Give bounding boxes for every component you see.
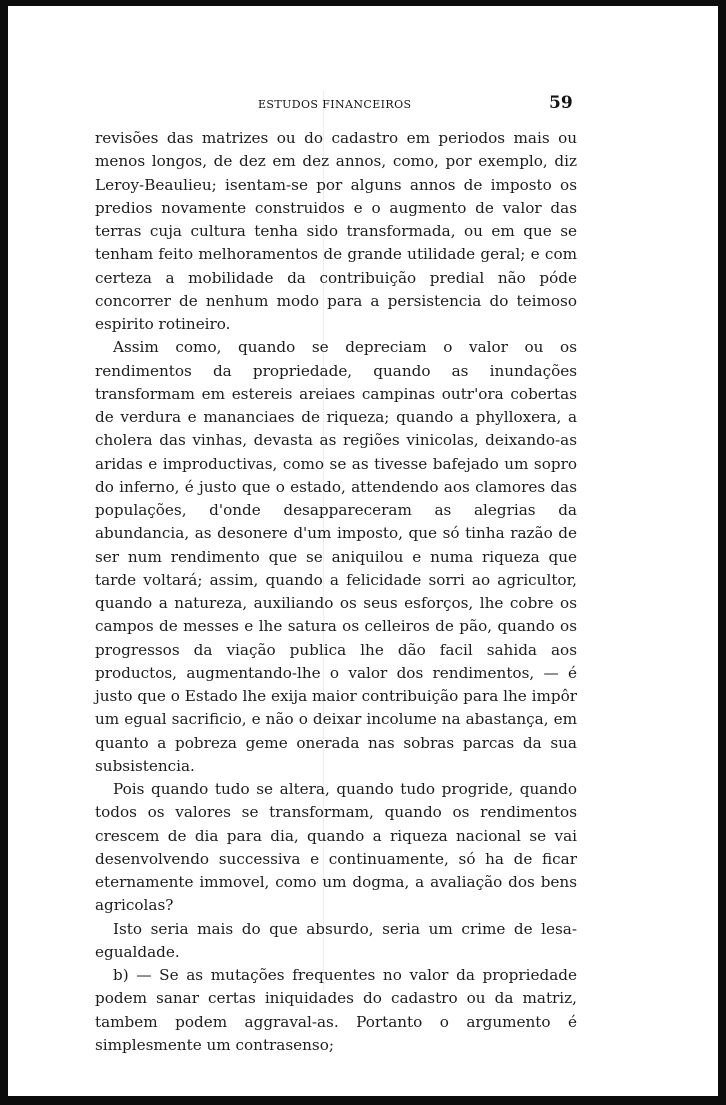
- paragraph-point-b: b) — Se as mutações frequentes no valor da propriedade podem sanar certas iniquidades do cadastro ou da matriz, tambem podem aggraval-as. Portanto o argumento é simplesmente um contrasenso;: [95, 966, 577, 1054]
- paragraph-continuation: revisões das matrizes ou do cadastro em periodos mais ou menos longos, de dez em dez annos, como, por exemplo, diz Leroy-Beaulieu; isentam-se por alguns annos de imposto os predios novamente construidos e o augmento de valor das terras cuja cultura tenha sido transformada, ou em que se tenham feito melhoramentos de grande utilidade geral; e com certeza a mobilidade da contribuição predial não póde concorrer de nenhum modo para a persistencia do teimoso espirito rotineiro.: [95, 129, 577, 333]
- page-header: [8, 94, 718, 118]
- paragraph-depreciation: Assim como, quando se depreciam o valor ou os rendimentos da propriedade, quando as inundações transformam em estereis areiaes campinas outr'ora cobertas de verdura e mananciaes de riqueza; quando a phylloxera, a cholera das vinhas, devasta as regiões vinicolas, deixando-as aridas e improductivas, como se as tivesse bafejado um sopro do inferno, é justo que o estado, attendendo aos clamores das populações, d'onde desappareceram as alegrias da abundancia, as desonere d'um imposto, que só tinha razão de ser num rendimento que se aniquilou e numa riqueza que tarde voltará; assim, quando a felicidade sorri ao agricultor, quando a natureza, auxiliando os seus esforços, lhe cobre os campos de messes e lhe satura os celleiros de pão, quando os progressos da viação publica lhe dão facil sahida aos productos, augmentando-lhe o valor dos rendimentos, — é justo que o Estado lhe exija maior contribuição para lhe impôr um egual sacrificio, e não o deixar incolume na abastança, em quanto a pobreza geme onerada nas sobras parcas da sua subsistencia.: [95, 338, 577, 775]
- page-number: 59: [549, 93, 573, 113]
- running-title: ESTUDOS FINANCEIROS: [258, 98, 412, 111]
- paragraph-absurd: Isto seria mais do que absurdo, seria um crime de lesa-egualdade.: [95, 919, 577, 961]
- paragraph-progress: Pois quando tudo se altera, quando tudo progride, quando todos os valores se transformam, quando os rendimentos crescem de dia para dia, quando a riqueza nacional se vai desenvolvendo successiva e continuamente, só ha de ficar eternamente immovel, como um dogma, a avaliação dos bens agricolas?: [95, 780, 577, 915]
- body-text: [95, 127, 577, 1057]
- book-page: [8, 6, 718, 1096]
